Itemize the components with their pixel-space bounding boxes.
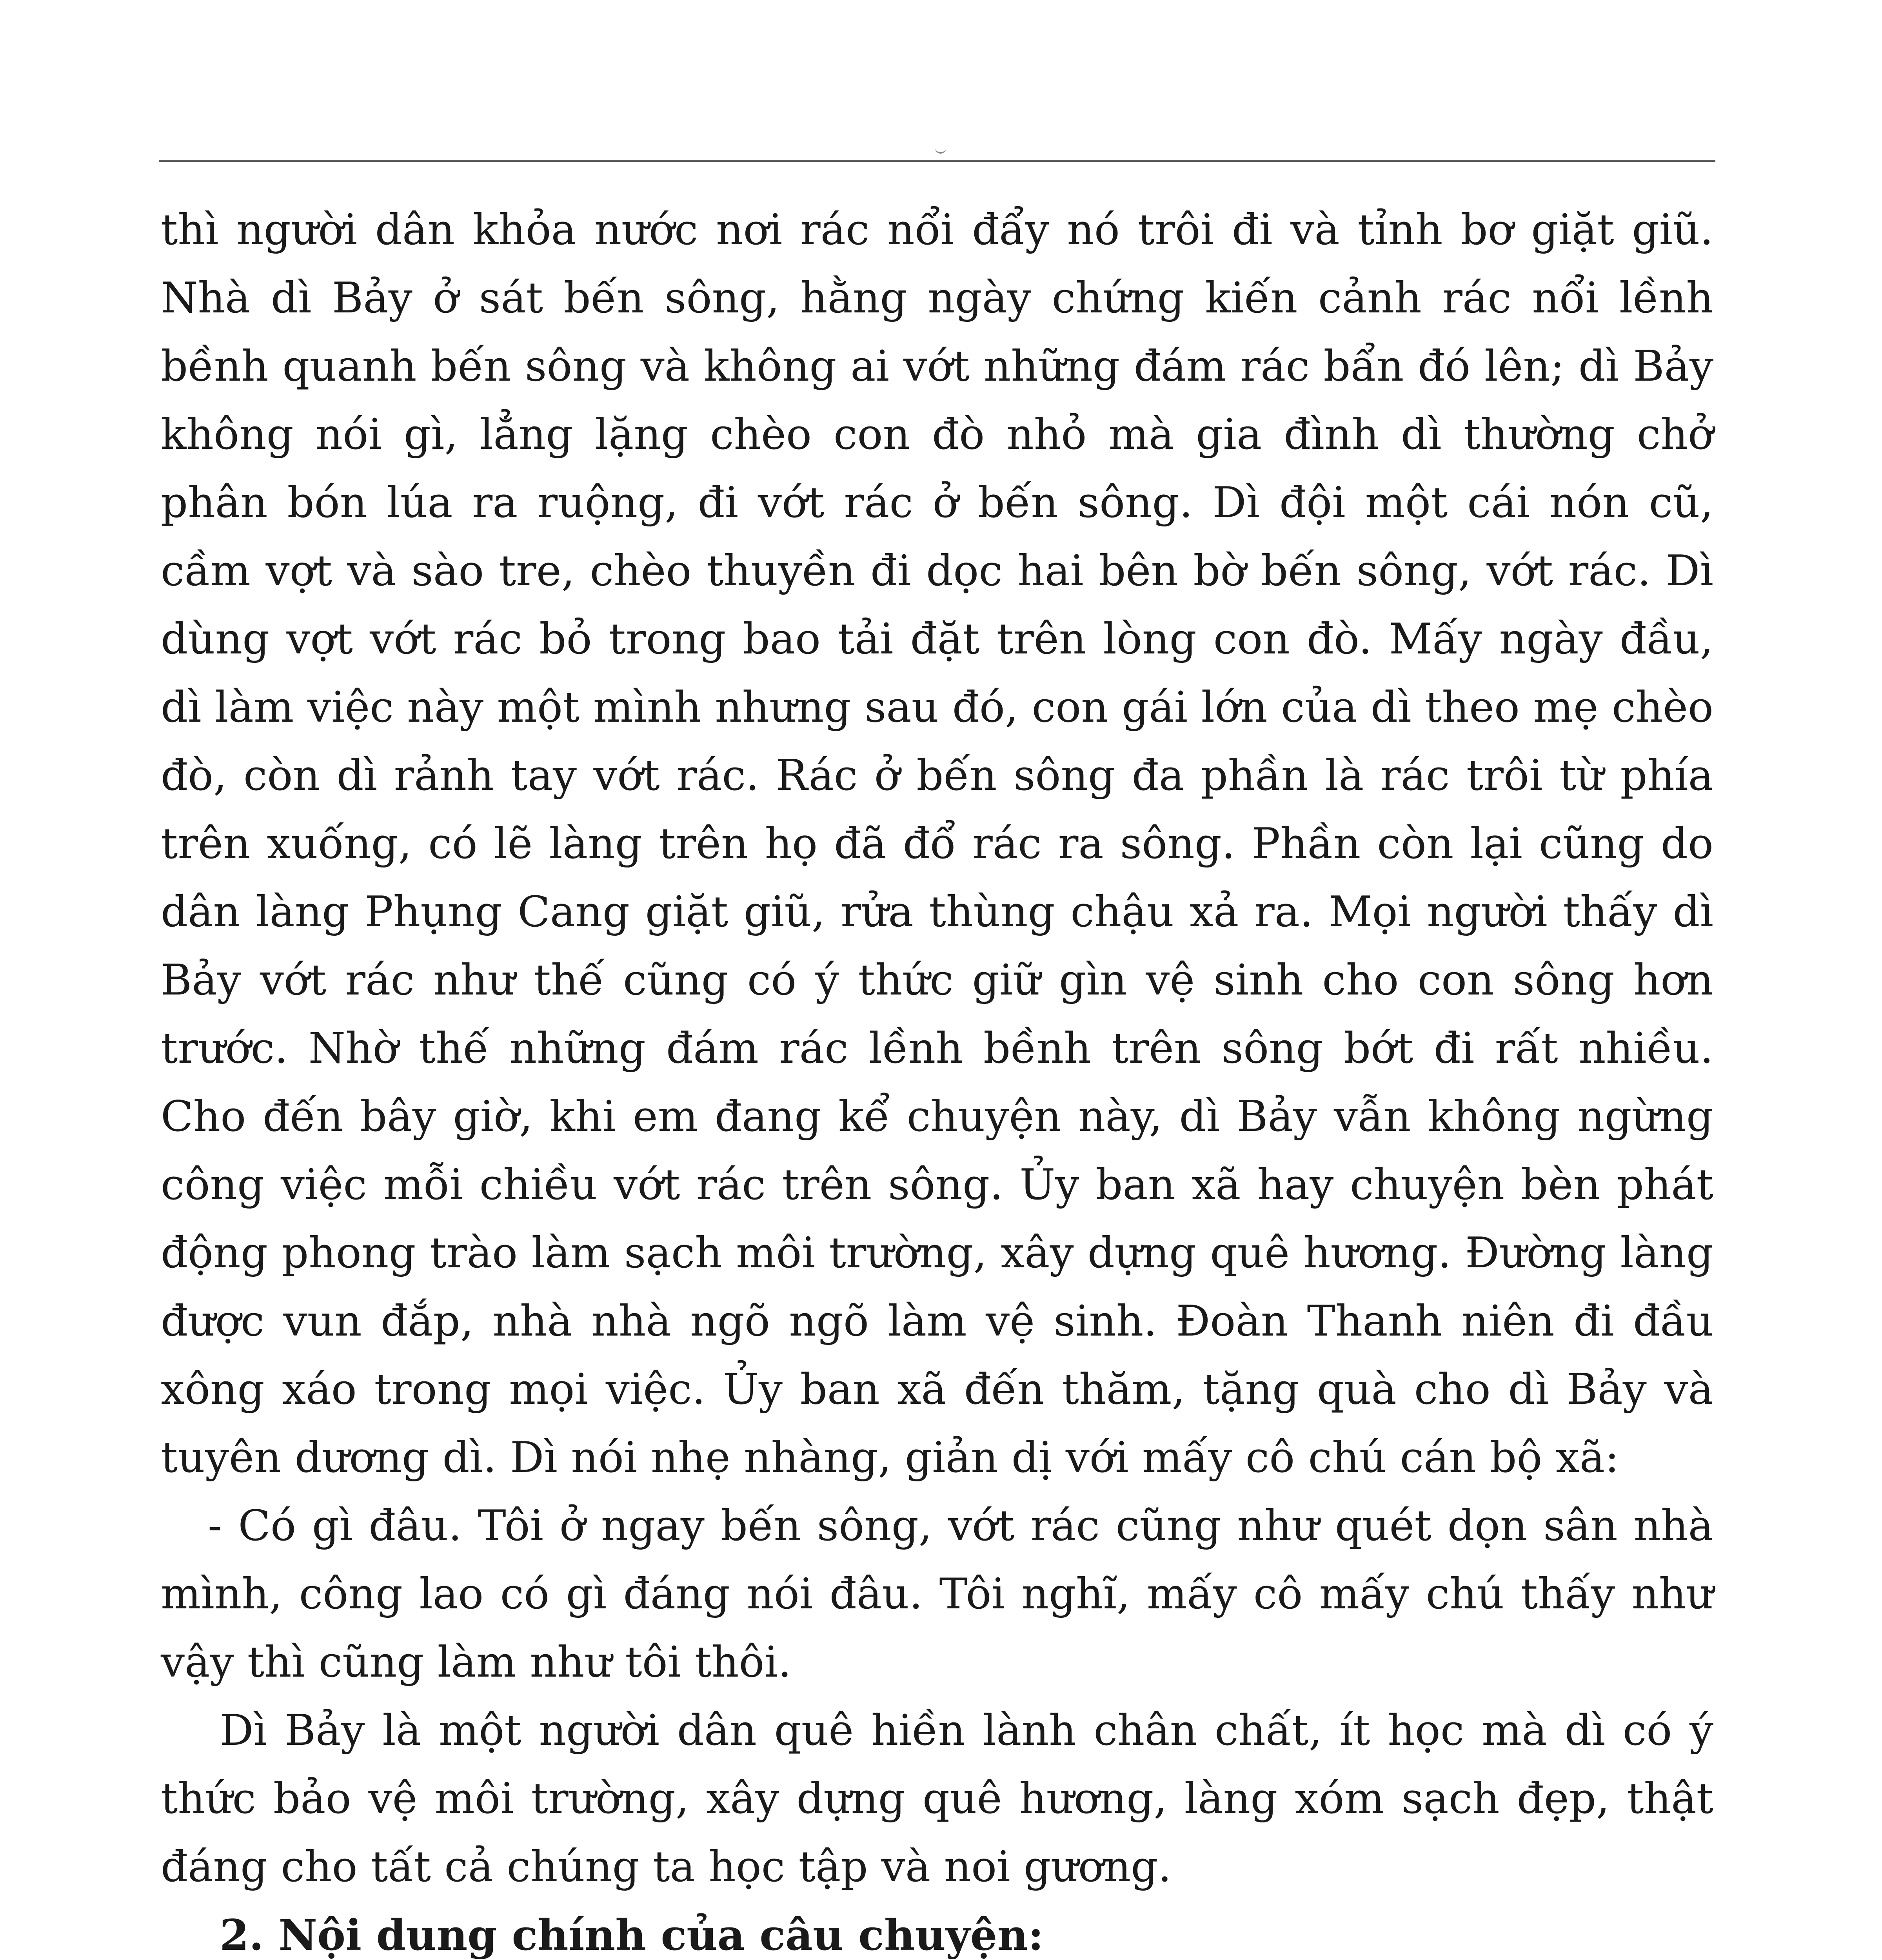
header-ornament — [935, 148, 946, 154]
paragraph-story-continued: thì người dân khỏa nước nơi rác nổi đẩy nó trôi đi và tỉnh bơ giặt giũ. Nhà dì Bảy ở sát bến sông, hằng ngày chứng kiến cảnh rác nổi lềnh bềnh quanh bến sông và không ai vớt những đám rác bẩn đó lên; dì Bảy không nói gì, lẳng lặng chèo con đò nhỏ mà gia đình dì thường chở phân bón lúa ra ruộng, đi vớt rác ở bến sông. Dì đội một cái nón cũ, cầm vợt và sào tre, chèo thuyền đi dọc hai bên bờ bến sông, vớt rác. Dì dùng vợt vớt rác bỏ trong bao tải đặt trên lòng con đò. Mấy ngày đầu, dì làm việc này một mình nhưng sau đó, con gái lớn của dì theo mẹ chèo đò, còn dì rảnh tay vớt rác. Rác ở bến sông đa phần là rác trôi từ phía trên xuống, có lẽ làng trên họ đã đổ rác ra sông. Phần còn lại cũng do dân làng Phụng Cang giặt giũ, rửa thùng chậu xả ra. Mọi người thấy dì Bảy vớt rác như thế cũng có ý thức giữ gìn vệ sinh cho con sông hơn trước. Nhờ thế những đám rác lềnh bềnh trên sông bớt đi rất nhiều. Cho đến bây giờ, khi em đang kể chuyện này, dì Bảy vẫn không ngừng công việc mỗi chiều vớt rác trên sông. Ủy ban xã hay chuyện bèn phát động phong trào làm sạch môi trường, xây dựng quê hương. Đường làng được vun đắp, nhà nhà ngõ ngõ làm vệ sinh. Đoàn Thanh niên đi đầu xông xáo trong mọi việc. Ủy ban xã đến thăm, tặng quà cho dì Bảy và tuyên dương dì. Dì nói nhẹ nhàng, giản dị với mấy cô chú cán bộ xã: — [161, 205, 1713, 1482]
paragraph-conclusion: Dì Bảy là một người dân quê hiền lành chân chất, ít học mà dì có ý thức bảo vệ môi trường, xây dựng quê hương, làng xóm sạch đẹp, thật đáng cho tất cả chúng ta học tập và noi gương. — [161, 1706, 1713, 1891]
body-text — [161, 196, 1713, 1960]
header-rule — [159, 160, 1715, 162]
paragraph-dialogue: - Có gì đâu. Tôi ở ngay bến sông, vớt rác cũng như quét dọn sân nhà mình, công lao có gì đáng nói đâu. Tôi nghĩ, mấy cô mấy chú thấy như vậy thì cũng làm như tôi thôi. — [161, 1501, 1713, 1687]
section-heading-main-content: 2. Nội dung chính của câu chuyện: — [220, 1911, 1044, 1960]
